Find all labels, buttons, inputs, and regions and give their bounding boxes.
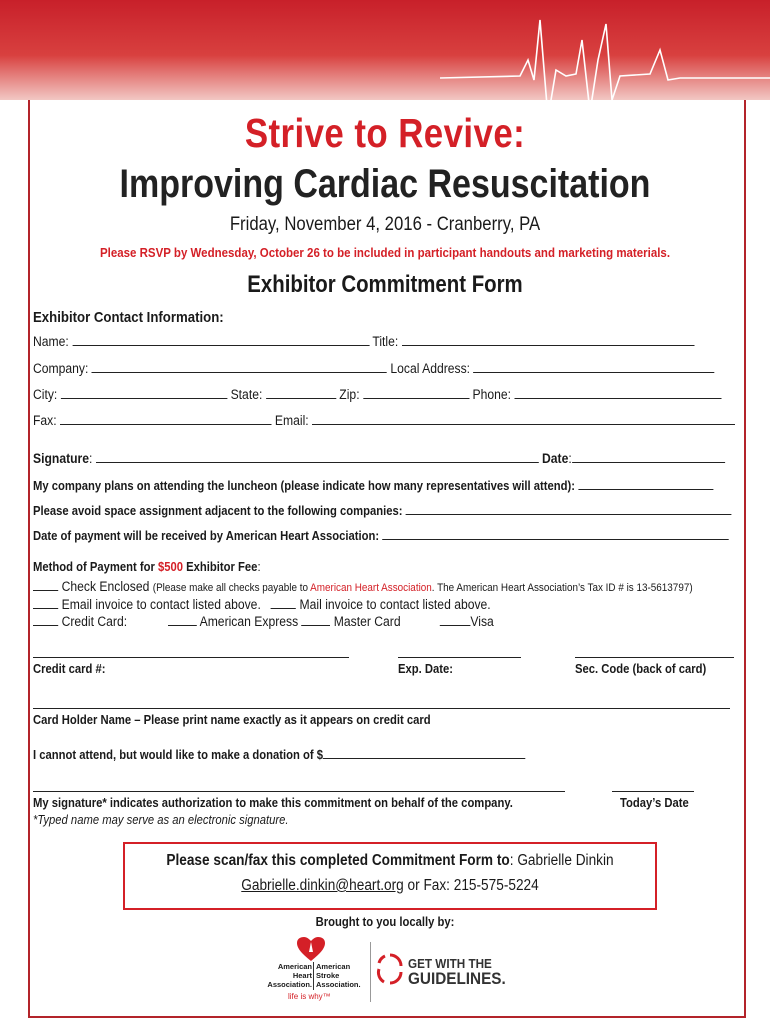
state-field[interactable] (266, 386, 336, 399)
form-title: Exhibitor Commitment Form (247, 271, 523, 298)
gwtg-line2: GUIDELINES. (408, 969, 506, 988)
visa-label: Visa (470, 614, 494, 629)
event-title-line1: Strive to Revive: (244, 110, 526, 156)
row-invoice (33, 596, 491, 612)
gwtg-arrows-icon (376, 952, 404, 991)
phone-label: Phone: (472, 387, 512, 402)
credit-card-checkbox[interactable] (33, 613, 58, 626)
submission-fax: or Fax: 215-575-5224 (403, 877, 539, 894)
payment-date-field[interactable] (382, 527, 729, 540)
local-address-label: Local Address: (390, 361, 471, 376)
sec-code-field[interactable] (575, 657, 734, 658)
row-city-phone (33, 386, 721, 402)
row-signature-date: Signature: Date: (33, 450, 725, 466)
date-label: Date (541, 451, 569, 466)
company-label: Company: (33, 361, 89, 376)
aha-name-line1: American (277, 962, 312, 971)
email-invoice-label: Email invoice to contact listed above. (61, 597, 261, 612)
signature-label: Signature (33, 451, 90, 466)
luncheon-label: My company plans on attending the luncheon (please indicate how many representatives will attend) (33, 479, 572, 493)
city-label: City: (33, 387, 58, 402)
submission-email-link[interactable]: Gabrielle.dinkin@heart.org (241, 877, 404, 894)
signature-field[interactable] (96, 450, 539, 463)
payment-heading-post: Exhibitor Fee (183, 560, 258, 574)
check-label: Check Enclosed (61, 579, 150, 594)
mail-invoice-checkbox[interactable] (271, 596, 296, 609)
contact-heading: Exhibitor Contact Information: (33, 309, 224, 326)
title-label: Title: (372, 334, 399, 349)
sec-code-label: Sec. Code (back of card) (575, 662, 707, 676)
payment-heading-pre: Method of Payment for (33, 560, 159, 574)
asa-name-line2: Stroke (316, 971, 340, 980)
card-number-field[interactable] (33, 657, 349, 658)
aha-name (262, 962, 312, 989)
mastercard-label: Master Card (333, 614, 401, 629)
asa-name-line3: Association. (316, 980, 361, 989)
amex-label: American Express (199, 614, 299, 629)
city-field[interactable] (61, 386, 228, 399)
local-address-field[interactable] (473, 360, 714, 373)
donation-label: I cannot attend, but would like to make a donation of $ (33, 748, 324, 762)
row-avoid: Please avoid space assignment adjacent to the following companies: (33, 502, 731, 518)
zip-label: Zip: (339, 387, 360, 402)
todays-date-field[interactable] (612, 791, 694, 792)
sponsors-heading: Brought to you locally by: (315, 915, 455, 929)
rsvp-note: Please RSVP by Wednesday, October 26 to be included in participant handouts and marketing materials. (99, 246, 671, 260)
event-title-line2: Improving Cardiac Resuscitation (119, 162, 651, 206)
fax-field[interactable] (60, 412, 272, 425)
typed-name-note: *Typed name may serve as an electronic signature. (33, 813, 289, 827)
card-holder-label: Card Holder Name – Please print name exactly as it appears on credit card (33, 713, 431, 727)
logo-divider (313, 962, 314, 990)
row-fax-email (33, 412, 735, 428)
check-note-post: . The American Heart Association’s Tax ID # is 13-5613797) (431, 582, 693, 594)
card-number-label: Credit card #: (33, 662, 106, 676)
phone-field[interactable] (514, 386, 721, 399)
email-field[interactable] (312, 412, 735, 425)
fax-label: Fax: (33, 413, 57, 428)
donation-field[interactable] (323, 746, 526, 759)
avoid-field[interactable] (406, 502, 732, 515)
mail-invoice-label: Mail invoice to contact listed above. (299, 597, 491, 612)
avoid-label: Please avoid space assignment adjacent to the following companies (33, 504, 399, 518)
payment-heading: Method of Payment for $500 Exhibitor Fee: (33, 560, 261, 574)
gwtg-logo-text (408, 956, 506, 986)
aha-name-line2: Heart (292, 971, 312, 980)
todays-date-label: Today’s Date (620, 796, 689, 810)
check-note-pre: (Please make all checks payable to (152, 582, 311, 594)
check-checkbox[interactable] (33, 578, 58, 591)
exp-date-field[interactable] (398, 657, 521, 658)
fee-amount: $500 (158, 560, 184, 574)
credit-card-label: Credit Card: (61, 614, 128, 629)
state-label: State: (230, 387, 263, 402)
submission-line1: Please scan/fax this completed Commitment Form to: Gabrielle Dinkin (166, 852, 614, 869)
title-field[interactable] (402, 333, 695, 346)
tagline: life is why™ (288, 992, 331, 1001)
row-name-title (33, 333, 694, 349)
name-field[interactable] (72, 333, 369, 346)
company-field[interactable] (92, 360, 387, 373)
authorization-signature-field[interactable] (33, 791, 565, 792)
date-field[interactable] (572, 450, 725, 463)
email-invoice-checkbox[interactable] (33, 596, 58, 609)
asa-name (316, 962, 371, 989)
asa-name-line1: American (316, 962, 351, 971)
exp-date-label: Exp. Date: (398, 662, 454, 676)
zip-field[interactable] (363, 386, 469, 399)
submission-prompt: Please scan/fax this completed Commitment Form to (166, 852, 510, 869)
authorization-label: My signature* indicates authorization to make this commitment on behalf of the company. (33, 796, 513, 810)
row-credit-card (33, 613, 494, 629)
luncheon-field[interactable] (578, 477, 713, 490)
email-label: Email: (274, 413, 309, 428)
row-donation (33, 746, 526, 762)
sponsor-divider (370, 942, 371, 1002)
aha-name-line3: Association. (267, 980, 312, 989)
amex-checkbox[interactable] (168, 613, 197, 626)
mastercard-checkbox[interactable] (302, 613, 331, 626)
check-payee: American Heart Association (310, 582, 432, 594)
visa-checkbox[interactable] (440, 613, 471, 626)
row-payment-date: Date of payment will be received by American Heart Association: (33, 527, 729, 543)
card-holder-field[interactable] (33, 708, 730, 709)
payment-date-label: Date of payment will be received by American Heart Association (33, 529, 376, 543)
event-date-location: Friday, November 4, 2016 - Cranberry, PA (229, 214, 541, 235)
row-check (33, 578, 693, 594)
row-company-address (33, 360, 715, 376)
submission-contact: Gabrielle Dinkin (517, 852, 614, 869)
gwtg-line1: GET WITH THE (408, 956, 492, 971)
name-label: Name: (33, 334, 69, 349)
submission-line2 (155, 877, 625, 895)
row-luncheon: My company plans on attending the luncheon (please indicate how many representatives will attend): (33, 477, 713, 493)
